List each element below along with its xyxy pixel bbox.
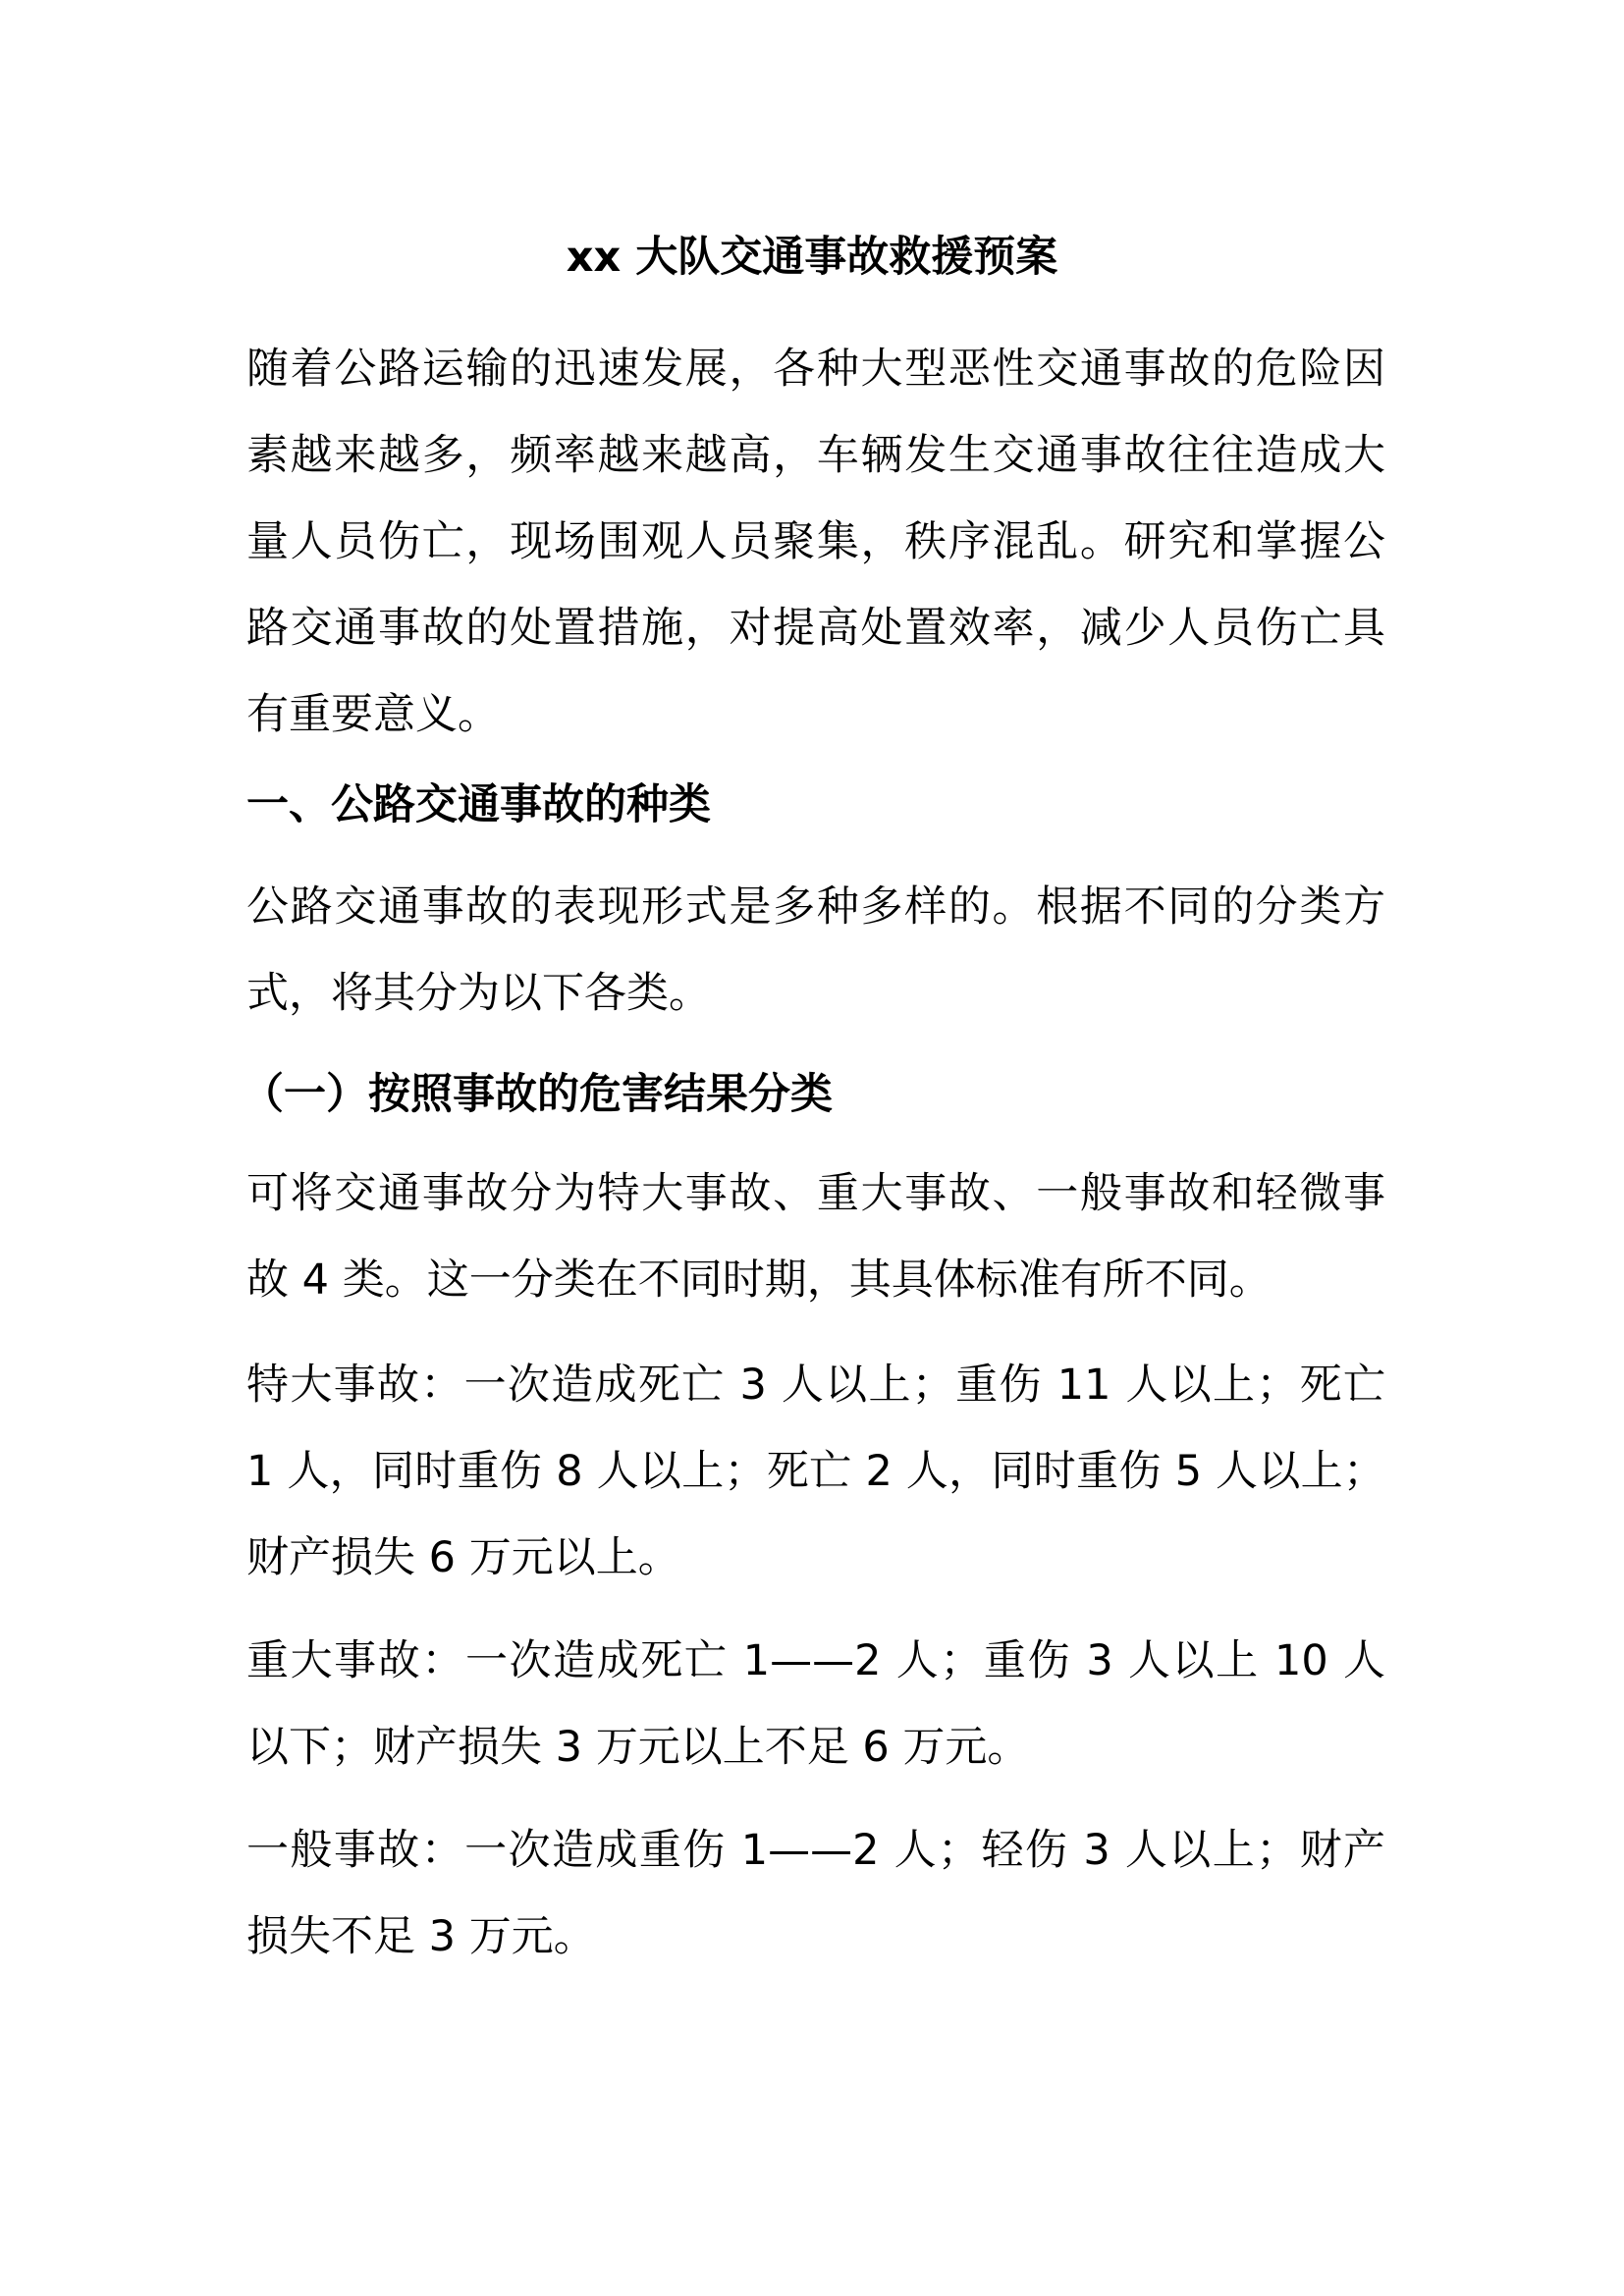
intro-paragraph: 随着公路运输的迅速发展，各种大型恶性交通事故的危险因素越来越多，频率越来越高，车辆发生交通事故往往造成大量人员伤亡，现场围观人员聚集，秩序混乱。研究和掌握公路交通事故的处置措施，对提高处置效率，减少人员伤亡具有重要意义。 — [246, 345, 1385, 739]
subsection1-paragraph: 可将交通事故分为特大事故、重大事故、一般事故和轻微事故 4 类。这一分类在不同时期，其具体标准有所不同。 — [246, 1169, 1385, 1305]
general-accident-block — [246, 1807, 1385, 1980]
section1-paragraph: 公路交通事故的表现形式是多种多样的。根据不同的分类方式，将其分为以下各类。 — [246, 882, 1385, 1018]
major-accident-paragraph: 重大事故：一次造成死亡 1——2 人；重伤 3 人以上 10 人以下；财产损失 3 万元以上不足 6 万元。 — [246, 1636, 1385, 1772]
general-accident-paragraph: 一般事故：一次造成重伤 1——2 人；轻伤 3 人以上；财产损失不足 3 万元。 — [246, 1826, 1385, 1961]
subsection1-intro-block — [246, 1150, 1385, 1323]
subsection-heading-harm-result: （一）按照事故的危害结果分类 — [242, 1070, 833, 1119]
document-title: xx 大队交通事故救援预案 — [566, 233, 1058, 282]
section-heading-types: 一、公路交通事故的种类 — [246, 780, 711, 829]
special-accident-block — [246, 1342, 1385, 1601]
special-accident-paragraph: 特大事故：一次造成死亡 3 人以上；重伤 11 人以上；死亡 1 人，同时重伤 8 人以上；死亡 2 人，同时重伤 5 人以上；财产损失 6 万元以上。 — [246, 1361, 1385, 1582]
major-accident-block — [246, 1618, 1385, 1790]
section1-block — [246, 864, 1385, 1037]
intro-block — [246, 200, 1385, 758]
